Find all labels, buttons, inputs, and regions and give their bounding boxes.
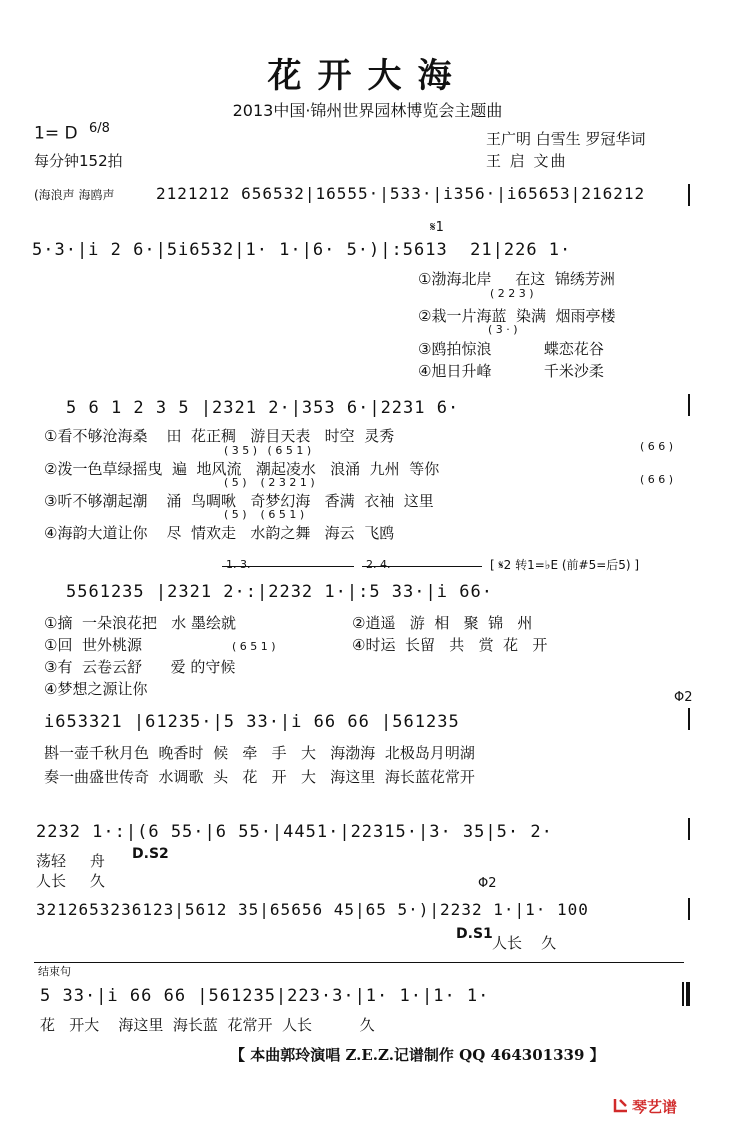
intro-note: (海浪声 海鸥声 [34, 188, 115, 202]
segno-mark: 𝄋1 [430, 220, 444, 235]
ending-label-2: 2. 4. [366, 558, 391, 571]
verse2-line-3: ③听不够潮起潮 涌 鸟啁啾 奇梦幻海 香满 衣袖 这里 [44, 492, 434, 510]
ds1-mark: D.S1 [456, 926, 493, 942]
row7-lyrics: 人长 久 [492, 934, 557, 952]
key-signature [34, 121, 110, 144]
ds2-mark: D.S2 [132, 846, 169, 862]
verse3-right-1: ②逍遥 游 相 聚 锦 州 [352, 614, 533, 632]
ending-section-bracket [34, 962, 684, 963]
chorus-line-1: 斟一壶千秋月色 晚香时 候 牵 手 大 海渤海 北极岛月明湖 [44, 744, 475, 762]
verse3-line-1: ①摘 一朵浪花把 水 墨绘就 [44, 614, 237, 632]
verse1-hint-1: ( 2 2 3 ) [490, 287, 534, 300]
final-lyrics: 花 开大 海这里 海长蓝 花常开 人长 久 [40, 1016, 375, 1034]
barline [688, 818, 690, 840]
tempo-marking: 每分钟152拍 [34, 152, 123, 170]
verse2-hint-3: ( 5 ) ( 6 5 1 ) [224, 508, 305, 521]
verse2-line-4: ④海韵大道让你 尽 情欢走 水韵之舞 海云 飞鸥 [44, 524, 395, 542]
verse3-line-4: ④梦想之源让你 [44, 680, 148, 698]
verse1-line-4: ④旭日升峰 千米沙柔 [418, 362, 604, 380]
lyricist-credit: 王广明 白雪生 罗冠华词 [486, 130, 646, 148]
verse2-hint-5: ( 6 6 ) [640, 473, 674, 486]
chorus-line-2: 奏一曲盛世传奇 水调歌 头 花 开 大 海这里 海长蓝花常开 [44, 768, 475, 786]
verse2-hint-1: ( 3 5 ) ( 6 5 1 ) [224, 444, 312, 457]
ending-section-label: 结束句 [38, 965, 71, 978]
key-change-note: [ 𝄋2 转1=♭E (前#5=后5) ] [490, 558, 640, 572]
staff-row-2: 5·3·|i 2 6·|5i6532|1· 1·|6· 5·)|:5613 21|226 1· [32, 240, 572, 260]
barline [688, 394, 690, 416]
verse2-hint-2: ( 5 ) ( 2 3 2 1 ) [224, 476, 315, 489]
verse1-line-1: ①渤海北岸 在这 锦绣芳洲 [418, 270, 615, 288]
verse3-hint: ( 6 5 1 ) [232, 640, 276, 653]
verse1-line-2: ②栽一片海蓝 染满 烟雨亭楼 [418, 307, 616, 325]
time-signature: 6/8 [88, 121, 110, 136]
final-barline-thick [686, 982, 690, 1006]
barline [688, 184, 690, 206]
coda-mark: Φ2 [674, 690, 693, 705]
coda-mark-2: Φ2 [478, 876, 497, 891]
verse2-line-2: ②泼一色草绿摇曳 遍 地风流 潮起凌水 浪涌 九州 等你 [44, 460, 440, 478]
staff-row-7: 3212653236123|5612 35|65656 45|65 5·)|2232 1·|1· 100 [36, 900, 589, 919]
staff-row-8: 5 33·|i 66 66 |561235|223·3·|1· 1·|1· 1· [40, 986, 490, 1006]
ending-label-1: 1. 3. [226, 558, 251, 571]
barline [688, 708, 690, 730]
verse3-line-2: ①回 世外桃源 [44, 636, 142, 654]
brand-logo-icon [612, 1096, 630, 1114]
verse2-line-1: ①看不够沧海桑 田 花正稠 游目天表 时空 灵秀 [44, 427, 395, 445]
brand-name: 琴艺谱 [632, 1098, 678, 1116]
staff-row-3: 5 6 1 2 3 5 |2321 2·|353 6·|2231 6· [66, 398, 460, 418]
credits-footer: 【 本曲郭玲演唱 Z.E.Z.记谱制作 QQ 464301339 】 [230, 1046, 605, 1064]
barline [688, 898, 690, 920]
staff-row-6: 2232 1·:|(6 55·|6 55·|4451·|22315·|3· 35|5· 2· [36, 822, 553, 842]
staff-row-1: 2121212 656532|16555·|533·|i356·|i65653|216212 [156, 184, 646, 203]
row6-lyric-1: 荡轻 舟 [36, 852, 105, 870]
staff-row-4: 5561235 |2321 2·:|2232 1·|:5 33·|i 66· [66, 582, 493, 602]
page-subtitle: 2013中国·锦州世界园林博览会主题曲 [232, 101, 503, 120]
key-label: 1= D [34, 123, 78, 144]
page-title: 花开大海 [267, 56, 468, 96]
verse3-right-2: ④时运 长留 共 赏 花 开 [352, 636, 548, 654]
verse3-line-3: ③有 云卷云舒 爱 的守候 [44, 658, 236, 676]
composer-credit: 王 启 文曲 [486, 152, 568, 170]
verse1-line-3: ③鸥拍惊浪 蝶恋花谷 [418, 340, 604, 358]
verse1-hint-2: ( 3 · ) [488, 323, 518, 336]
staff-row-5: i653321 |61235·|5 33·|i 66 66 |561235 [44, 712, 460, 732]
verse2-hint-4: ( 6 6 ) [640, 440, 674, 453]
final-barline-thin [682, 982, 684, 1006]
row6-lyric-2: 人长 久 [36, 872, 105, 890]
